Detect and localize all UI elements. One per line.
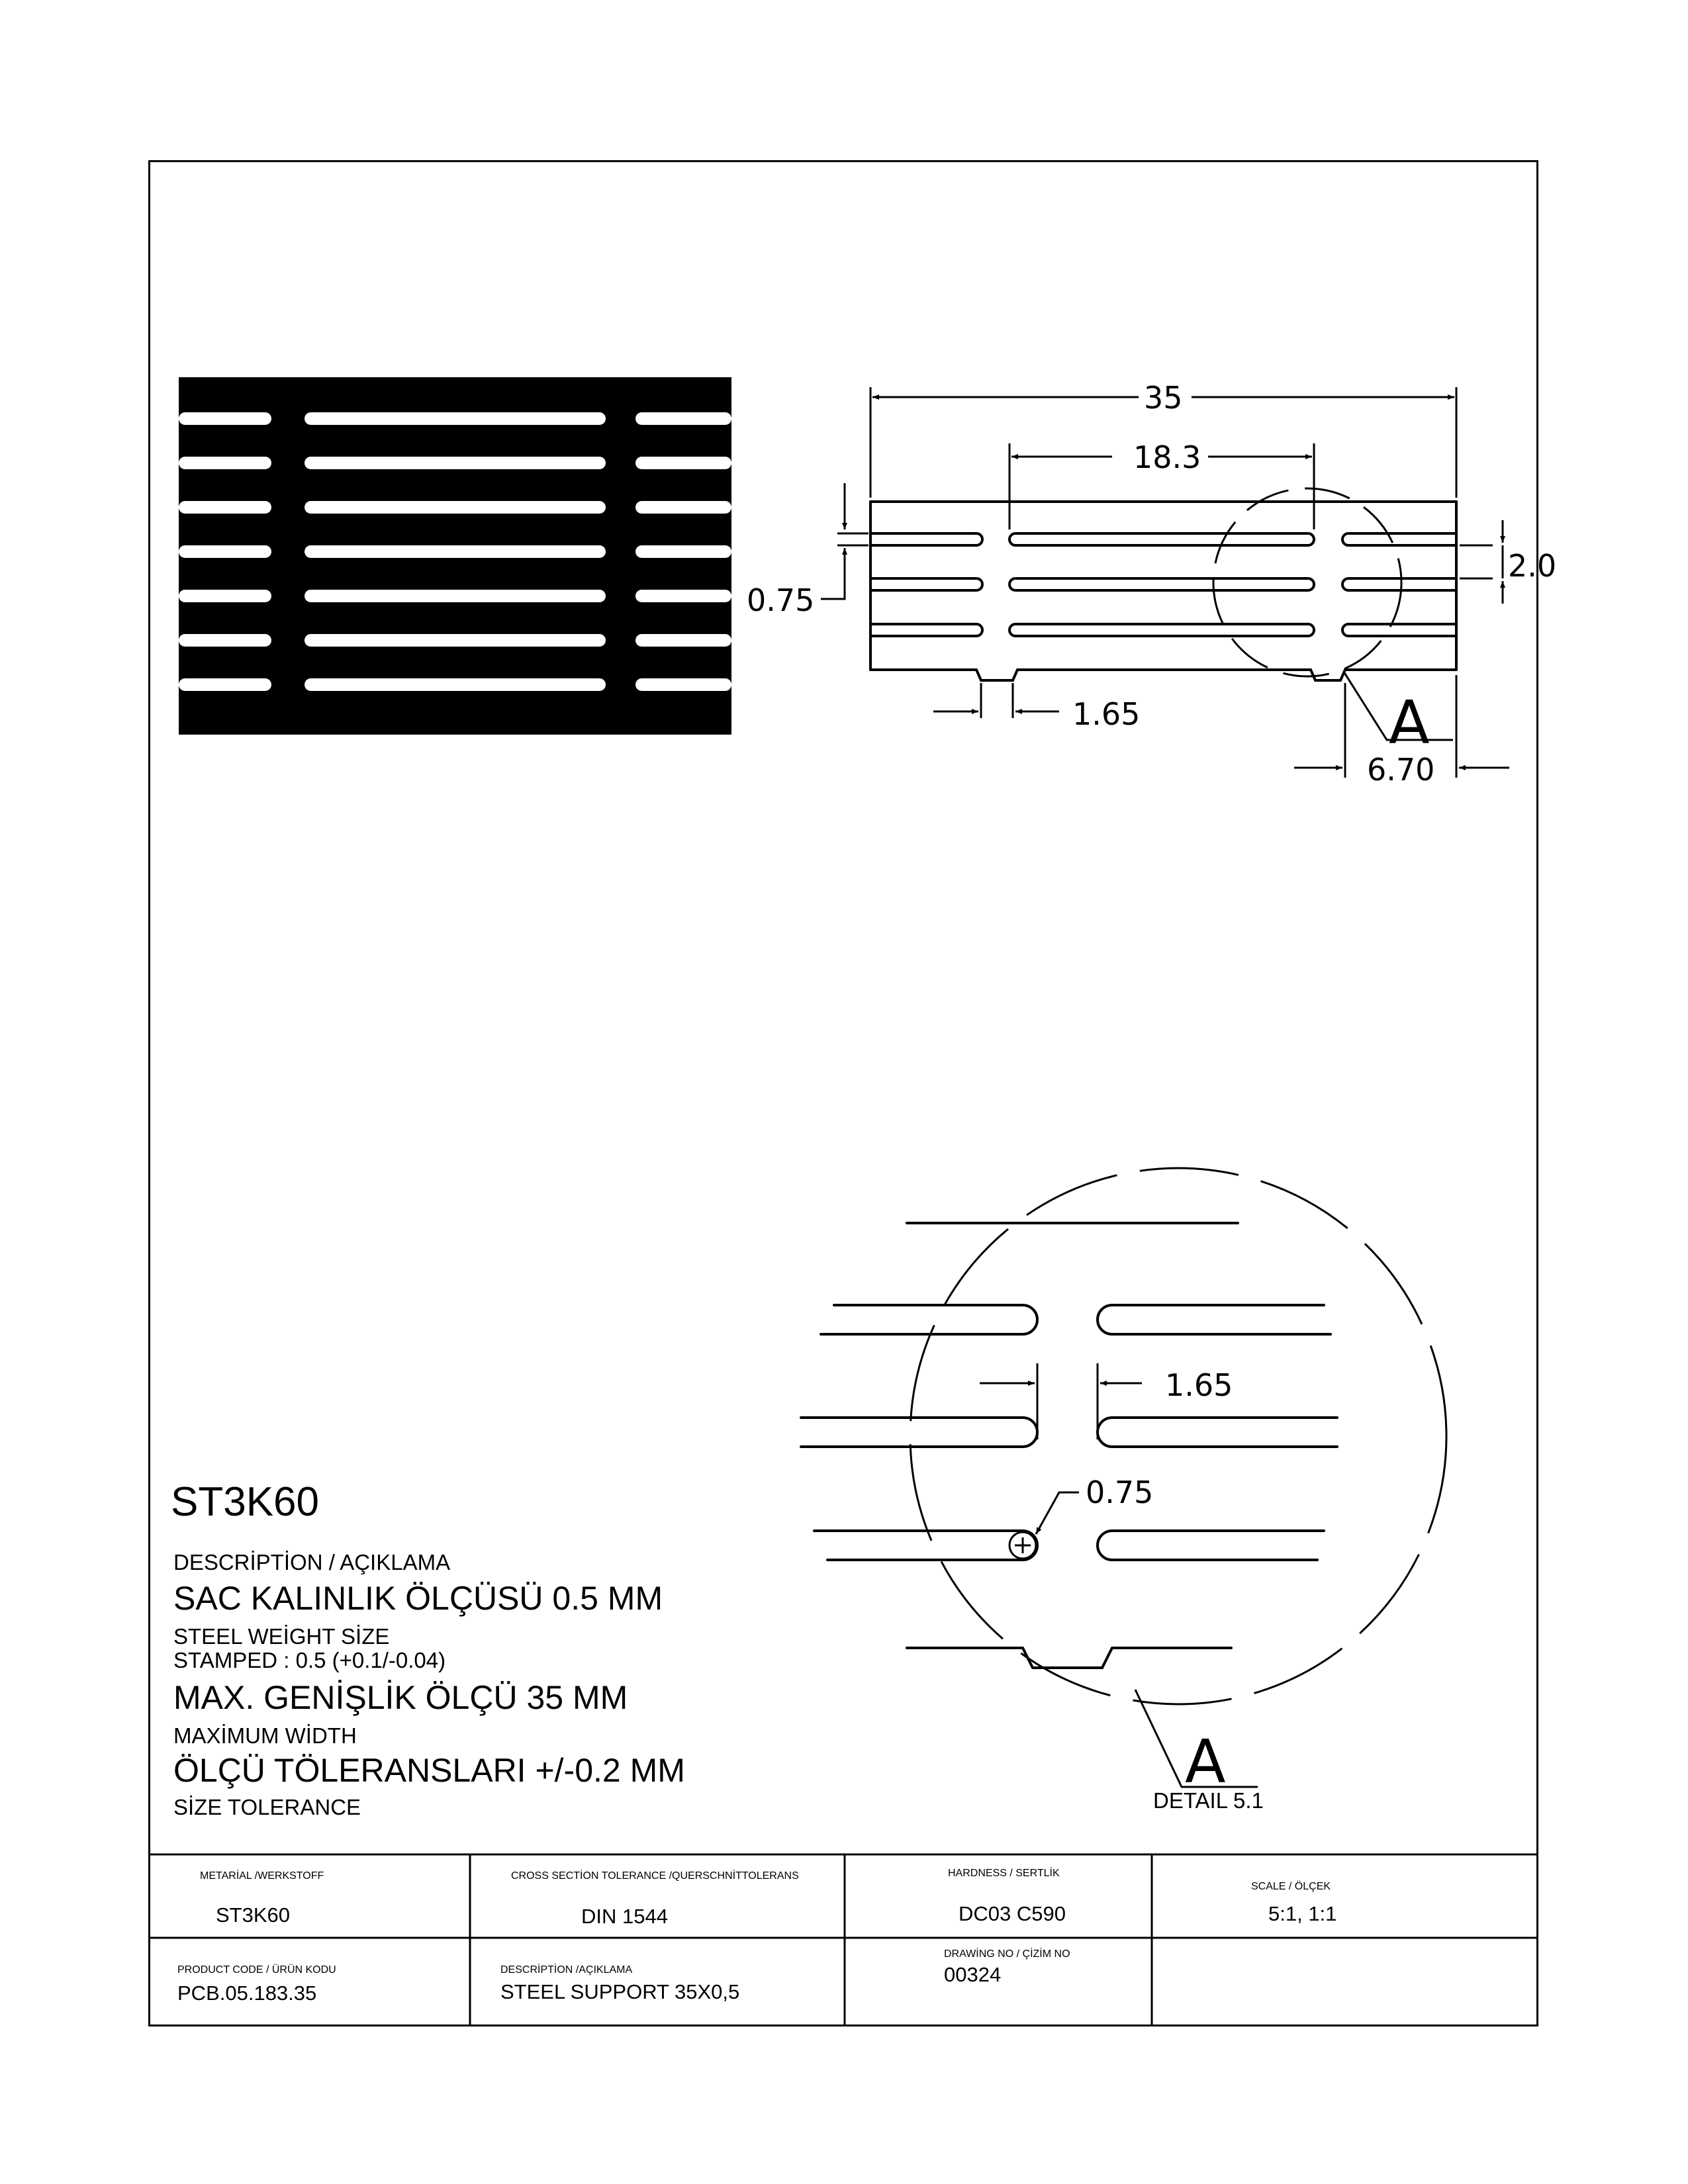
detail-label: DETAIL 5.1 <box>1153 1788 1264 1813</box>
detail-dim-slot-0-75: 0.75 <box>1086 1475 1154 1510</box>
plate-pattern-view <box>179 377 731 735</box>
detail-dim-gap-1-65: 1.65 <box>1165 1367 1233 1403</box>
material-value: ST3K60 <box>216 1903 291 1927</box>
scale-label: SCALE / ÖLÇEK <box>1251 1881 1331 1892</box>
detail-marker-top: A <box>1389 688 1430 758</box>
thickness-en: STEEL WEİGHT SİZE <box>173 1624 390 1649</box>
dim-pitch-2-0: 2.0 <box>1508 548 1557 584</box>
cross-section-value: DIN 1544 <box>581 1905 668 1928</box>
description-title-label: DESCRİPTİON /AÇIKLAMA <box>500 1964 633 1976</box>
drawing-no-value: 00324 <box>944 1963 1002 1986</box>
dim-width-35: 35 <box>1144 380 1183 416</box>
dim-gap-1-65: 1.65 <box>1072 696 1141 732</box>
part-name: ST3K60 <box>171 1479 320 1525</box>
description-title-value: STEEL SUPPORT 35X0,5 <box>500 1980 740 2003</box>
product-code-value: PCB.05.183.35 <box>177 1981 317 2005</box>
dim-edge-6-70: 6.70 <box>1367 752 1435 788</box>
stamped-tolerance: STAMPED : 0.5 (+0.1/-0.04) <box>173 1648 446 1672</box>
dim-slot-width-0-75: 0.75 <box>747 582 815 618</box>
width-tr: MAX. GENİŞLİK ÖLÇÜ 35 MM <box>173 1679 628 1716</box>
detail-marker: A <box>1185 1727 1226 1797</box>
material-label: METARİAL /WERKSTOFF <box>200 1870 324 1882</box>
tolerance-tr: ÖLÇÜ TÖLERANSLARI +/-0.2 MM <box>173 1752 685 1789</box>
width-en: MAXİMUM WİDTH <box>173 1723 357 1748</box>
thickness-tr: SAC KALINLIK ÖLÇÜSÜ 0.5 MM <box>173 1580 663 1617</box>
tolerance-en: SİZE TOLERANCE <box>173 1795 361 1819</box>
hardness-label: HARDNESS / SERTLİK <box>948 1868 1060 1879</box>
title-block <box>148 1854 1538 2026</box>
dim-center-18-3: 18.3 <box>1133 439 1201 475</box>
drawing-no-label: DRAWİNG NO / ÇİZİM NO <box>944 1948 1070 1960</box>
cross-section-label: CROSS SECTİON TOLERANCE /QUERSCHNİTTOLERANS <box>511 1870 799 1882</box>
description-label: DESCRİPTİON / AÇIKLAMA <box>173 1550 451 1574</box>
scale-value: 5:1, 1:1 <box>1268 1902 1337 1925</box>
product-code-label: PRODUCT CODE / ÜRÜN KODU <box>177 1964 336 1976</box>
hardness-value: DC03 C590 <box>959 1902 1066 1925</box>
